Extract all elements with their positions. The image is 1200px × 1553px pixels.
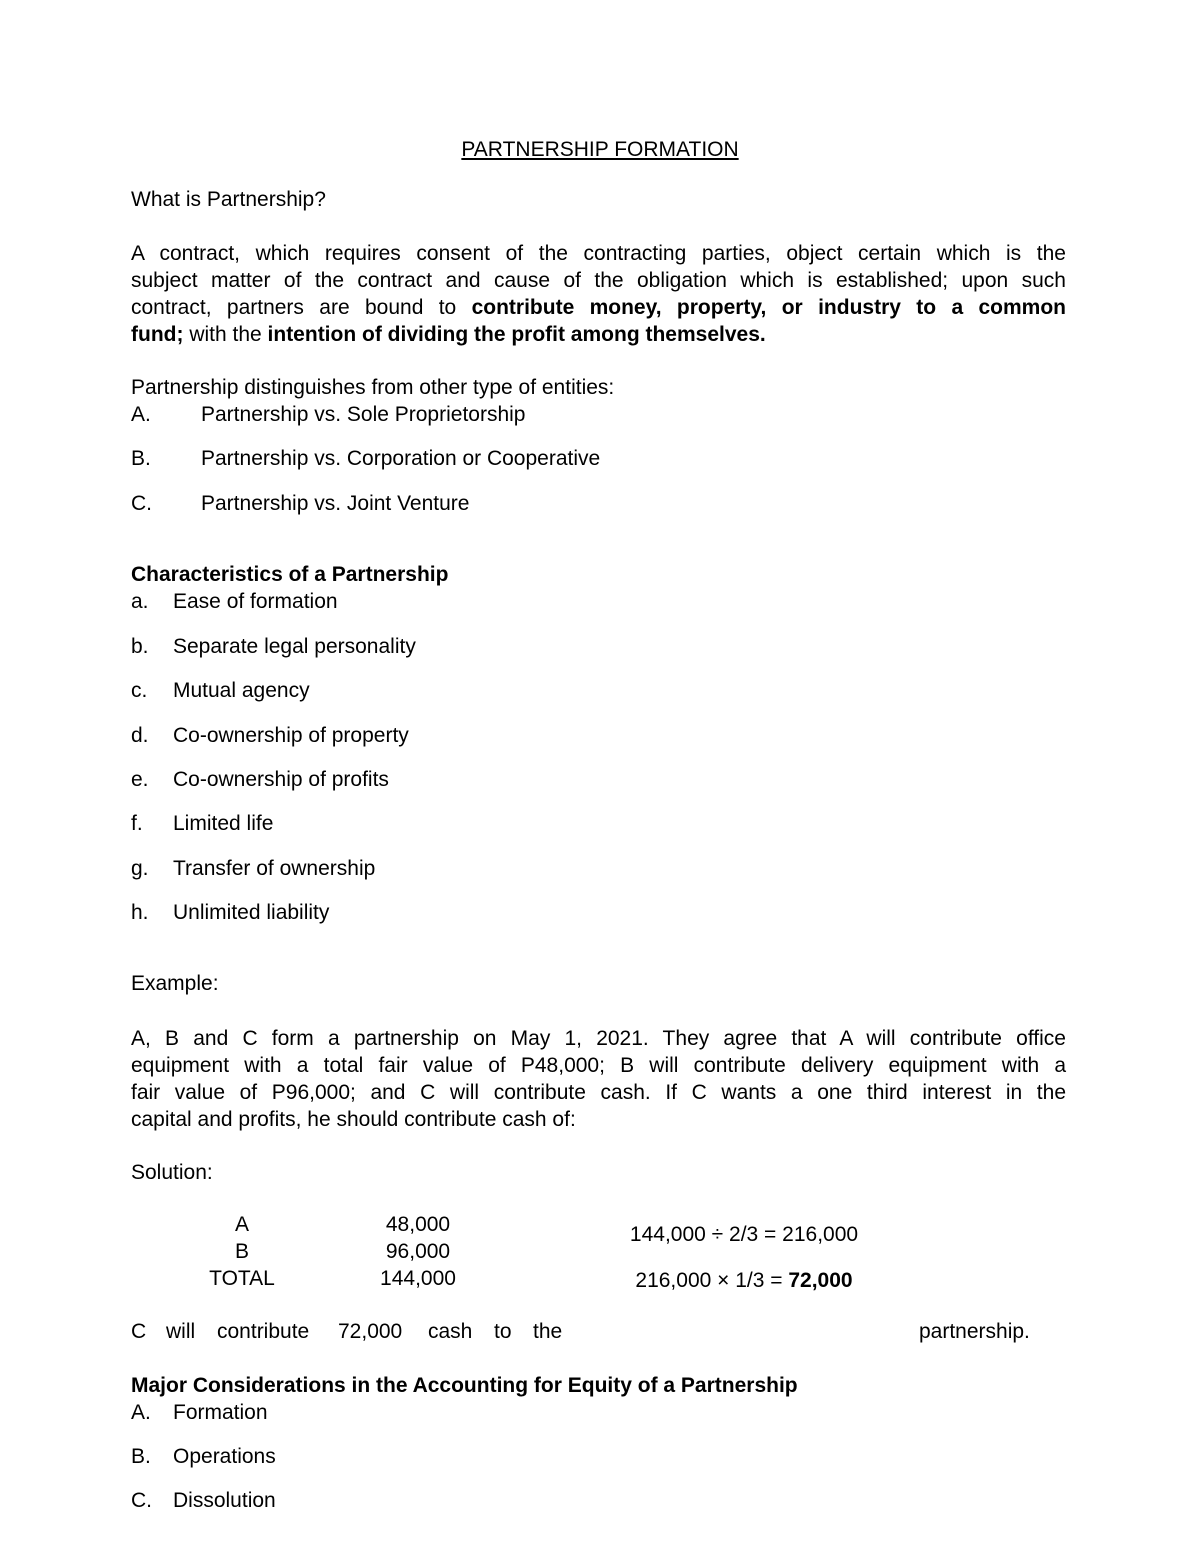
question-heading: What is Partnership? bbox=[131, 188, 326, 211]
solution-answer: 72,000 bbox=[788, 1269, 853, 1292]
conclusion-word: C bbox=[131, 1320, 147, 1343]
conclusion-word: to bbox=[494, 1320, 512, 1343]
characteristic-marker: f. bbox=[131, 812, 143, 835]
conclusion-word: will bbox=[166, 1320, 196, 1343]
distinguish-marker: B. bbox=[131, 447, 151, 470]
solution-row-amount: 144,000 bbox=[380, 1267, 456, 1290]
distinguish-item: Partnership vs. Sole Proprietorship bbox=[201, 403, 526, 426]
definition-emphasis-1: contribute money, property, or industry to a common bbox=[471, 296, 1066, 319]
definition-line-4-text: with the bbox=[183, 323, 268, 346]
solution-calc-2-text: 216,000 × 1/3 = bbox=[635, 1269, 789, 1292]
conclusion-word: 72,000 bbox=[338, 1320, 403, 1343]
consideration-marker: B. bbox=[131, 1445, 151, 1468]
example-line-3: fair value of P96,000; and C will contribute cash. If C wants a one third interest in the bbox=[131, 1081, 1066, 1104]
consideration-marker: A. bbox=[131, 1401, 151, 1424]
distinguish-item: Partnership vs. Joint Venture bbox=[201, 492, 470, 515]
example-label: Example: bbox=[131, 972, 219, 995]
characteristic-marker: h. bbox=[131, 901, 149, 924]
definition-paragraph bbox=[131, 240, 1066, 348]
characteristic-item: Co-ownership of property bbox=[173, 724, 409, 747]
definition-line-3-text: contract, partners are bound to bbox=[131, 296, 472, 319]
characteristic-marker: b. bbox=[131, 635, 149, 658]
definition-emphasis-3: intention of dividing the profit among themselves. bbox=[267, 323, 766, 346]
solution-row-name: A bbox=[234, 1213, 249, 1236]
consideration-item: Dissolution bbox=[173, 1489, 276, 1512]
consideration-marker: C. bbox=[131, 1489, 152, 1512]
solution-label: Solution: bbox=[131, 1161, 213, 1184]
characteristic-marker: e. bbox=[131, 768, 149, 791]
characteristic-item: Ease of formation bbox=[173, 590, 338, 613]
characteristic-item: Transfer of ownership bbox=[173, 857, 376, 880]
characteristic-item: Separate legal personality bbox=[173, 635, 416, 658]
conclusion-word: the bbox=[533, 1320, 563, 1343]
solution-row-amount: 48,000 bbox=[385, 1213, 451, 1236]
page-title: PARTNERSHIP FORMATION bbox=[461, 138, 739, 161]
example-paragraph bbox=[131, 1025, 1066, 1133]
characteristic-item: Mutual agency bbox=[173, 679, 310, 702]
characteristic-item: Limited life bbox=[173, 812, 274, 835]
consideration-item: Operations bbox=[173, 1445, 276, 1468]
characteristics-heading: Characteristics of a Partnership bbox=[131, 563, 449, 586]
distinguish-intro: Partnership distinguishes from other type of entities: bbox=[131, 376, 615, 399]
solution-row-amount: 96,000 bbox=[385, 1240, 451, 1263]
characteristic-marker: d. bbox=[131, 724, 149, 747]
considerations-heading: Major Considerations in the Accounting for Equity of a Partnership bbox=[131, 1374, 798, 1397]
definition-line-3 bbox=[131, 294, 1066, 321]
characteristic-item: Unlimited liability bbox=[173, 901, 330, 924]
example-line-4: capital and profits, he should contribute cash of: bbox=[131, 1108, 576, 1131]
consideration-item: Formation bbox=[173, 1401, 268, 1424]
characteristic-item: Co-ownership of profits bbox=[173, 768, 389, 791]
definition-line-1: A contract, which requires consent of the contracting parties, object certain which is the bbox=[131, 242, 1066, 265]
characteristic-marker: c. bbox=[131, 679, 148, 702]
solution-calc-2 bbox=[594, 1268, 894, 1294]
characteristic-marker: g. bbox=[131, 857, 149, 880]
definition-emphasis-2: fund; bbox=[131, 323, 184, 346]
solution-row-name: TOTAL bbox=[209, 1267, 275, 1290]
definition-line-2: subject matter of the contract and cause of the obligation which is established; upon such bbox=[131, 269, 1066, 292]
definition-line-4 bbox=[131, 321, 1066, 348]
distinguish-marker: A. bbox=[131, 403, 151, 426]
conclusion-word: cash bbox=[428, 1320, 473, 1343]
example-line-2: equipment with a total fair value of P48,000; B will contribute delivery equipment with a bbox=[131, 1054, 1066, 1077]
conclusion-end: partnership. bbox=[919, 1320, 1030, 1343]
conclusion-word: contribute bbox=[217, 1320, 310, 1343]
solution-row-name: B bbox=[234, 1240, 249, 1263]
solution-calc-1: 144,000 ÷ 2/3 = 216,000 bbox=[629, 1223, 859, 1246]
characteristic-marker: a. bbox=[131, 590, 149, 613]
distinguish-marker: C. bbox=[131, 492, 152, 515]
example-line-1: A, B and C form a partnership on May 1, 2021. They agree that A will contribute office bbox=[131, 1027, 1066, 1050]
distinguish-item: Partnership vs. Corporation or Cooperative bbox=[201, 447, 601, 470]
